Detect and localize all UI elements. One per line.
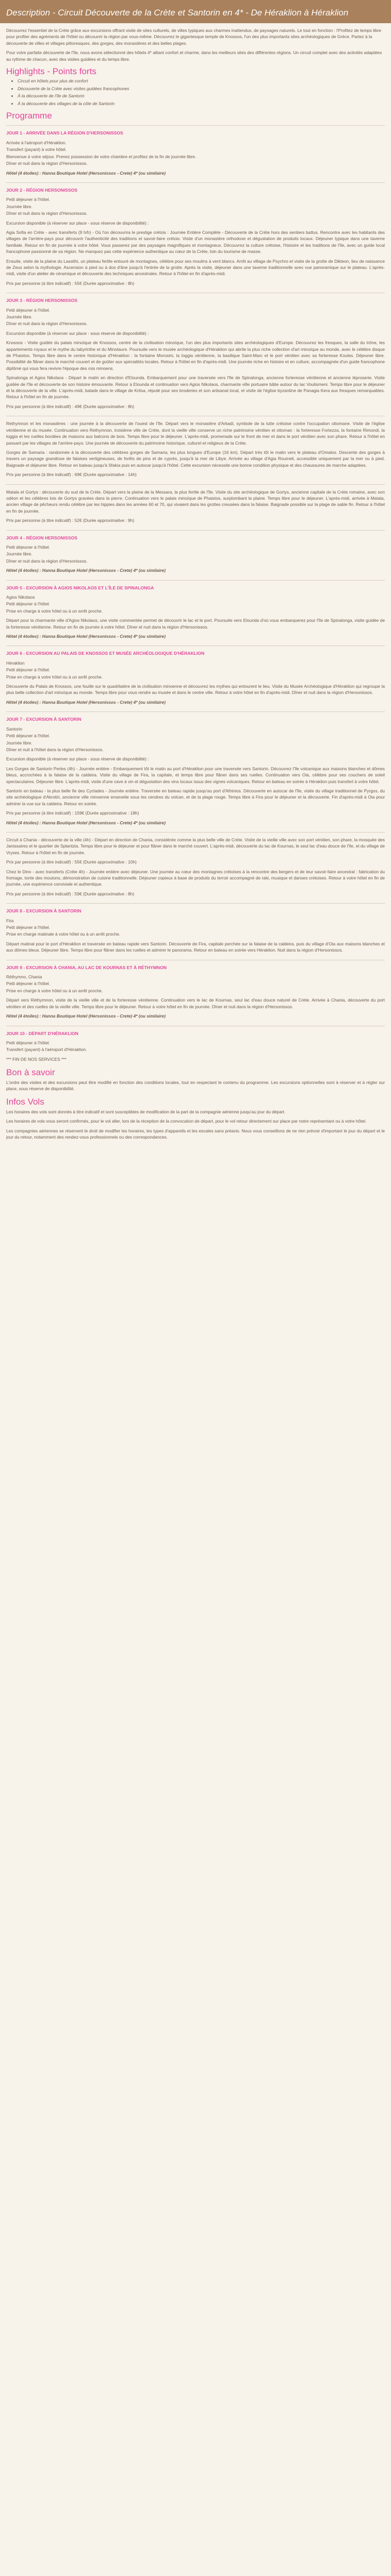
- day-title: JOUR 4 - RÉGION HERSONISSOS: [6, 535, 78, 540]
- highlights-list: [6, 78, 385, 107]
- day-meta-line: Petit déjeuner à l'hôtel.: [6, 307, 50, 313]
- day-meta-line: Prise en charge à votre hôtel ou à un arrêt proche.: [6, 608, 103, 614]
- page-title: Description - Circuit Découverte de la Crète et Santorin en 4* - De Héraklion à Héraklion: [6, 8, 349, 18]
- day-meta-line: Dîner et nuit dans la région d'Hersonissos.: [6, 321, 88, 327]
- day-block: [6, 530, 385, 574]
- day-meta: [6, 140, 385, 167]
- day-meta-line: Prise en charge matinale à votre hôtel ou à un arrêt proche.: [6, 931, 121, 937]
- day-paragraph: Départ pour la charmante ville d'Agios Nikolaos, une visite commentée permet de découvrir le lac et le port. Poursuite vers Elounda d'où vous embarquerez pour l'île de Spinalonga, visite guidée de la forteresse vénitienne. Retour en fin de journée à votre hôtel. Dîner et nuit dans la région d'Hersonissos.: [6, 618, 385, 630]
- day-paragraph: Prix par personne (à titre indicatif) : 55€ (Durée approximative : 8h): [6, 280, 135, 286]
- infos-paragraph: Les horaires de vols vous seront confirmés, pour le vol aller, lors de la réception de la convocation de départ, pour le vol retour directement sur place par notre représentant ou à votre hôtel.: [6, 1118, 367, 1124]
- day-meta-line: Journée libre.: [6, 314, 32, 319]
- day-block: [6, 580, 385, 640]
- day-paragraph: Prix par personne (à titre indicatif) : 49€ (Durée approximative : 8h): [6, 403, 135, 409]
- day-paragraph: Rethymnon et les monastères : une journée à la découverte de l'ouest de l'île. Départ vers le monastère d'Arkadi, symbole de la lutte crétoise contre l'occupation ottomane. Visite de l'église vénitienne et du musée. Continuation vers Rethymnon, troisième ville de Crète, dont la vieille ville conserve un riche patrimoine vénitien et ottoman : la forteresse Fortezza, la fontaine Rimondi, la loggia et les ruelles bordées de maisons aux balcons de bois. Temps libre pour le déjeuner. L'après-midi, promenade sur le front de mer et dans le port vénitien avec son phare. Retour à l'hôtel en passant par les villages de l'arrière-pays. Une journée de découverte du patrimoine historique, culturel et religieux de la Crète.: [6, 421, 385, 446]
- day-title: JOUR 10 - DÉPART D'HÉRAKLION: [6, 1030, 78, 1036]
- day-meta-line: Petit déjeuner à l'hôtel.: [6, 601, 50, 607]
- infos-paragraph: Les horaires des vols sont donnés à titre indicatif et sont susceptibles de modification de la part de la compagnie aérienne jusqu'au jour du départ.: [6, 1109, 286, 1114]
- day-paragraph: Prix par personne (à titre indicatif) : 52€ (Durée approximative : 9h): [6, 518, 135, 523]
- day-block: [6, 293, 385, 410]
- highlight-item: • Découverte de la Crète avec visites guidées francophones: [18, 86, 385, 92]
- day-paragraph: Circuit à Chania - découverte de la ville (4h) - Départ en direction de Chania, considérée comme la plus belle ville de Crète. Visite de la vieille ville avec son port vénitien, son phare, la mosquée des Janissaires et le quartier de Splantzia. Temps libre pour le déjeuner et pour flâner dans le marché couvert. L'après-midi, découverte du lac de Kournas, le seul lac d'eau douce de l'île, et du village de Vryses. Retour à l'hôtel en fin de journée.: [6, 837, 385, 855]
- day-meta-line: Journée libre.: [6, 204, 32, 209]
- day-meta-line: Arrivée à l'aéroport d'Héraklion.: [6, 140, 67, 145]
- day-title: JOUR 9 - EXCURSION À CHANIA, AU LAC DE KOURNAS ET À RÉTHYMNON: [6, 964, 167, 970]
- day-title: JOUR 6 - EXCURSION AU PALAIS DE KNOSSOS ET MUSÉE ARCHÉOLOGIQUE D'HÉRAKLION: [6, 651, 205, 656]
- bon-a-savoir-section: [6, 1067, 385, 1092]
- day-paragraph: Prix par personne (à titre indicatif) : 55€ (Durée approximative : 10h): [6, 859, 137, 865]
- day-block: [6, 711, 385, 826]
- day-paragraph: Agia Sofia en Crète - avec transferts (9 h/h) - Où l'on découvrira le prestige crétois : Journée Entière Complète - Découverte de la Crète hors des sentiers battus. Rencontre avec les habitants des villages de l'arrière-pays pour découvrir l'authenticité des traditions et savoir-faire crétois. Visite d'un monastère orthodoxe et dégustation de produits locaux. Déjeuner typique dans une taverne familiale. Retour en fin de journée à votre hôtel. Vous passerez par des paysages magnifiques et montagneux. Découvrez la culture crétoise, l'histoire et les traditions de l'île, avec un guide local francophone passionné de sa région. Ne manquez pas cette expérience authentique au cœur de la Crète, loin du tourisme de masse.: [6, 229, 385, 255]
- day-block: [6, 960, 385, 1020]
- day-block: [6, 832, 385, 897]
- day-block: [6, 646, 385, 705]
- day-block: [6, 903, 385, 953]
- intro-paragraph: Pour votre parfaite découverte de l'île, nous avons sélectionné des hôtels 4* alliant confort et charme, dans les meilleurs sites des différentes régions. Un circuit complet avec des activités adaptées au rythme de chacun, avec des visites guidées et du temps libre.: [6, 50, 382, 62]
- day-meta-line: Transfert (payant) à l'aéroport d'Héraklion.: [6, 1047, 87, 1053]
- day-meta: [6, 974, 385, 994]
- day-title: JOUR 5 - EXCURSION À AGIOS NIKOLAOS ET L'ÎLE DE SPINALONGA: [6, 585, 154, 590]
- highlights-title: Highlights - Points forts: [6, 66, 96, 77]
- day-meta-line: Fira: [6, 918, 14, 923]
- day-paragraph: *** FIN DE NOS SERVICES ***: [6, 1056, 67, 1062]
- day-meta-line: Transfert (payant) à votre hôtel.: [6, 147, 67, 152]
- day-paragraph: Excursion disponible (à réserver sur place - sous réserve de disponibilité) :: [6, 756, 149, 762]
- day-meta-line: Dîner et nuit dans la région d'Hersonissos.: [6, 558, 88, 564]
- programme-days-continued: [6, 530, 385, 1063]
- day-paragraph: Chez le Dino - avec transferts (Crète 4h) - Journée entière avec déjeuner. Une journée au cœur des montagnes crétoises à la rencontre des bergers et de leur savoir-faire ancestral : fabrication du fromage, tonte des moutons, démonstration de cuisine traditionnelle. Déjeuner copieux à base de produits du terroir accompagné de raki, musique et danses crétoises. Retour à votre hôtel en fin de journée, une expérience conviviale et authentique.: [6, 869, 385, 887]
- day-paragraph: Les Gorges de Santorin Perles (4h) - Journée entière - Embarquement tôt le matin au port d'Héraklion pour une traversée vers Santorin. Découvrez l'île volcanique aux maisons blanches et dômes bleus, accrochées à la falaise de la caldeira. Visite du village de Fira, la capitale, et temps libre pour flâner dans ses ruelles. Continuation vers Oia, célèbre pour ses couchers de soleil spectaculaires. Déjeuner libre. L'après-midi, visite d'une cave à vin et dégustation des vins locaux issus des vignes volcaniques. Retour en bateau en soirée à Héraklion puis transfert à votre hôtel.: [6, 766, 385, 784]
- day-meta: [6, 918, 385, 938]
- day-meta-line: Agios Nikolaos: [6, 595, 35, 600]
- page: [0, 0, 391, 1140]
- day-meta: [6, 544, 385, 564]
- day-meta-line: Bienvenue à votre séjour. Prenez possession de votre chambre et profitez de la fin de journée libre.: [6, 154, 197, 159]
- day-meta-line: Petit déjeuner à l'hôtel.: [6, 667, 50, 673]
- day-meta-line: Santorin: [6, 726, 23, 732]
- bon-a-savoir-text: L'ordre des visites et des excursions peut être modifié en fonction des conditions locales, tout en respectant le contenu du programme. Les excursions optionnelles sont à réserver et à régler sur place, sous réserve de disponibilité.: [6, 1079, 385, 1091]
- day-paragraph: Santorin en bateau - la plus belle île des Cyclades - Journée entière. Traversée en bateau rapide jusqu'au port d'Athinios. Découverte en autocar de l'île, visite du village traditionnel de Pyrgos, du site archéologique d'Akrotiri, ancienne ville minoenne ensevelie sous les cendres du volcan, et de la plage rouge. Temps libre à Fira pour le déjeuner et la découverte. Fin d'après-midi à Oia pour admirer la vue sur la caldeira. Retour en soirée.: [6, 788, 385, 806]
- day-paragraph: Prix par personne (à titre indicatif) : 159€ (Durée approximative : 18h): [6, 810, 139, 816]
- day-meta: [6, 660, 385, 680]
- day-meta-line: Petit déjeuner à l'hôtel.: [6, 544, 50, 550]
- day-meta-line: Dîner et nuit dans la région d'Hersonissos.: [6, 211, 88, 216]
- infos-vols-section: [6, 1099, 385, 1140]
- day-paragraph: Gorges de Samaria : randonnée à la découverte des célèbres gorges de Samaria, les plus longues d'Europe (16 km). Départ très tôt le matin vers le plateau d'Omalos. Descente des gorges à travers un paysage grandiose de falaises vertigineuses, de forêts de pins et de cyprès, jusqu'à la mer de Libye. Arrivée au village d'Agia Roumeli, accessible uniquement par la mer ou à pied. Baignade et déjeuner libre. Retour en bateau jusqu'à Sfakia puis en autocar jusqu'à l'hôtel. Cette excursion nécessite une bonne condition physique et des chaussures de marche adaptées.: [6, 449, 385, 468]
- header: [0, 0, 391, 23]
- hotel-line: Hôtel (4 étoiles) : Hanna Boutique Hotel (Hersonissos - Crete) 4* (ou similaire): [6, 634, 166, 639]
- hotel-line: Hôtel (4 étoiles) : Hanna Boutique Hotel (Hersonissos - Crete) 4* (ou similaire): [6, 170, 166, 176]
- programme-title: Programme: [6, 111, 52, 121]
- day-paragraph: Excursion disponible (à réserver sur place - sous réserve de disponibilité) :: [6, 220, 149, 226]
- day-title: JOUR 1 - ARRIVÉE DANS LA RÉGION D'HERSONISSOS: [6, 130, 123, 136]
- day-paragraph: Spinalonga et Agios Nikolaos - Départ le matin en direction d'Elounda. Embarquement pour une traversée vers l'île de Spinalonga, ancienne forteresse vénitienne et ancienne léproserie. Visite guidée de l'île et découverte de son histoire émouvante. Retour à Elounda et continuation vers Agios Nikolaos, charmante ville portuaire bâtie autour du lac Voulismeni. Temps libre pour le déjeuner et la découverte de la ville. L'après-midi, balade dans le village de Kritsa, réputé pour ses broderies et son artisanat local, et visite de l'église byzantine de Panagia Kera aux fresques remarquables. Retour à l'hôtel en fin de journée.: [6, 375, 385, 400]
- day-paragraph: Prix par personne (à titre indicatif) : 69€ (Durée approximative : 14h): [6, 472, 137, 478]
- day-meta-line: Dîner et nuit à l'hôtel dans la région d'Hersonissos.: [6, 747, 104, 752]
- day-meta: [6, 196, 385, 216]
- day-block: [6, 182, 385, 286]
- day-paragraph: Excursion disponible (à réserver sur place - sous réserve de disponibilité) :: [6, 330, 149, 336]
- day-meta-line: Petit déjeuner à l'hôtel.: [6, 197, 50, 202]
- day-meta: [6, 307, 385, 327]
- day-meta-line: Petit déjeuner à l'hôtel.: [6, 733, 50, 739]
- day-meta-line: Journée libre.: [6, 551, 32, 557]
- infos-vols-title: Infos Vols: [6, 1097, 44, 1107]
- infos-paragraph: Les compagnies aériennes se réservent le droit de modifier les horaires, les types d'appareils et les escales sans préavis. Nous vous conseillons de ne rien prévoir d'important le jour du départ et le jour du retour, notamment des rendez-vous professionnels ou des correspondances.: [6, 1128, 385, 1140]
- day-title: JOUR 2 - RÉGION HERSONISSOS: [6, 187, 78, 193]
- day-meta-line: Petit déjeuner à l'hôtel.: [6, 1040, 50, 1045]
- day-meta: [6, 726, 385, 753]
- day-meta-line: Réthymno, Chania: [6, 974, 42, 980]
- hotel-line: Hôtel (4 étoiles) : Hanna Boutique Hotel (Hersonissos - Crete) 4* (ou similaire): [6, 1013, 166, 1019]
- intro-paragraph: Découvrez l'essentiel de la Crète grâce aux excursions offrant visite de sites culturels, de villes typiques aux charmes inattendus, de paysages naturels. Le tout en fonction : l'Profitez de temps libre pour profiter des agréments de l'hôtel ou découvrir la région par vous-même. Découvrez le gigantesque temple de Knossos, l'un des plus importants sites archéologiques de Grèce. Partez à la découverte de villes et villages pittoresques, des gorges, des monastères et des belles plages.: [6, 28, 381, 46]
- hotel-line: Hôtel (4 étoiles) : Hanna Boutique Hotel (Hersonissos - Crete) 4* (ou similaire): [6, 699, 166, 705]
- day-paragraph: Ensuite, visite de la plaine du Lassithi, un plateau fertile entouré de montagnes, célèbre pour ses moulins à vent blancs. Arrêt au village de Psychro et visite de la grotte de Dikteon, lieu de naissance de Zeus selon la mythologie. Ascension à pied ou à dos d'âne jusqu'à l'entrée de la grotte. Après la visite, déjeuner dans une taverne traditionnelle avec vue panoramique sur le plateau. L'après-midi, visite d'un atelier de céramique et découverte des techniques ancestrales. Retour à l'hôtel en fin d'après-midi.: [6, 258, 385, 277]
- programme-days: [6, 125, 385, 523]
- day-paragraph: Départ vers Réthymnon, visite de la vieille ville et de la forteresse vénitienne. Continuation vers le lac de Kournas, seul lac d'eau douce naturel de Crète. Arrivée à Chania, découverte du port vénitien et des ruelles de la vieille ville. Temps libre pour le déjeuner. Retour à votre hôtel en fin de journée. Dîner et nuit dans la région d'Hersonissos.: [6, 997, 385, 1009]
- day-paragraph: Prix par personne (à titre indicatif) : 59€ (Durée approximative : 8h): [6, 891, 135, 896]
- highlight-item: • À la découverte des villages de la côte de Santorin: [18, 100, 385, 107]
- day-block: [6, 125, 385, 176]
- day-title: JOUR 3 - RÉGION HERSONISSOS: [6, 298, 78, 303]
- highlight-item: • Circuit en hôtels pour plus de confort: [18, 78, 385, 84]
- highlight-item: • À la découverte de l'île de Santorin: [18, 93, 385, 99]
- hotel-line: Hôtel (4 étoiles) : Hanna Boutique Hotel (Hersonissos - Crete) 4* (ou similaire): [6, 568, 166, 573]
- day-paragraph: Matala et Gortys : découverte du sud de la Crète. Départ vers la plaine de la Messara, la plus fertile de l'île. Visite du site archéologique de Gortys, ancienne capitale de la Crète romaine, avec son odéon et les célèbres lois de Gortys gravées dans la pierre. Continuation vers le palais minoïque de Phaistos, surplombant la plaine. Temps libre pour le déjeuner. L'après-midi, arrivée à Matala, ancien village de pêcheurs rendu célèbre par les hippies dans les années 60 et 70, qui vivaient dans les grottes creusées dans la falaise. Baignade possible sur la plage de sable fin. Retour à l'hôtel en fin de journée.: [6, 489, 385, 514]
- day-block: [6, 416, 385, 478]
- day-block: [6, 1026, 385, 1063]
- day-meta-line: Prise en charge à votre hôtel ou à un arrêt proche.: [6, 674, 103, 680]
- day-paragraph: Découverte du Palais de Knossos, une fouille sur le quadrilatère de la civilisation minoenne et découvrez les mythes qui entourent le lieu. Visite du Musée Archéologique d'Héraklion qui regroupe la plus belle collection d'art minoïque au monde. Temps libre pour vous rendre au musée et dans le centre ville. Retour à votre hôtel en fin d'après-midi. Dîner et nuit dans la région d'Hersonissos.: [6, 684, 385, 696]
- day-paragraph: Départ matinal pour le port d'Héraklion et traversée en bateau rapide vers Santorin. Découverte de Fira, capitale perchée sur la falaise de la caldeira, puis du village d'Oia aux maisons blanches et aux dômes bleus. Déjeuner libre. Temps libre pour flâner dans les ruelles et admirer le panorama. Retour en bateau en soirée vers Héraklion. Nuit dans la région d'Hersonissos.: [6, 941, 385, 953]
- day-meta-line: Prise en charge à votre hôtel ou à un arrêt proche.: [6, 988, 103, 993]
- bon-a-savoir-title: Bon à savoir: [6, 1067, 55, 1078]
- day-meta-line: Journée libre.: [6, 740, 32, 745]
- content: [0, 27, 391, 1140]
- day-meta-line: Petit déjeuner à l'hôtel.: [6, 925, 50, 930]
- day-meta-line: Héraklion: [6, 660, 25, 666]
- intro: [6, 27, 385, 62]
- hotel-line: Hôtel (4 étoiles) : Hanna Boutique Hotel (Hersonissos - Crete) 4* (ou similaire): [6, 820, 166, 825]
- day-meta: [6, 594, 385, 614]
- day-title: JOUR 8 - EXCURSION À SANTORIN: [6, 908, 82, 914]
- day-block: [6, 484, 385, 524]
- day-paragraph: Knossos - Visite guidée du palais minoïque de Knossos, centre de la civilisation minoïque, l'un des plus importants sites archéologiques d'Europe. Découvrez les fresques, la salle du trône, les appartements royaux et le mythe du labyrinthe et du Minotaure. Poursuite vers le musée archéologique d'Héraklion qui abrite la plus riche collection d'art minoïque au monde, avec le célèbre disque de Phaistos. Temps libre dans le centre historique d'Héraklion : la fontaine Morosini, la loggia vénitienne, la basilique Saint-Marc et le port vénitien avec sa forteresse Koules. Déjeuner libre. Possibilité de flâner dans le marché couvert et de goûter aux spécialités locales. Retour à l'hôtel en fin d'après-midi. Une journée riche en histoire et en culture, accompagnée d'un guide francophone diplômé qui vous fera revivre l'époque des rois minoens.: [6, 340, 385, 371]
- day-title: JOUR 7 - EXCURSION À SANTORIN: [6, 717, 82, 722]
- day-meta: [6, 1040, 385, 1053]
- day-meta-line: Dîner et nuit dans la région d'Hersonissos.: [6, 161, 88, 166]
- day-meta-line: Petit déjeuner à l'hôtel.: [6, 981, 50, 987]
